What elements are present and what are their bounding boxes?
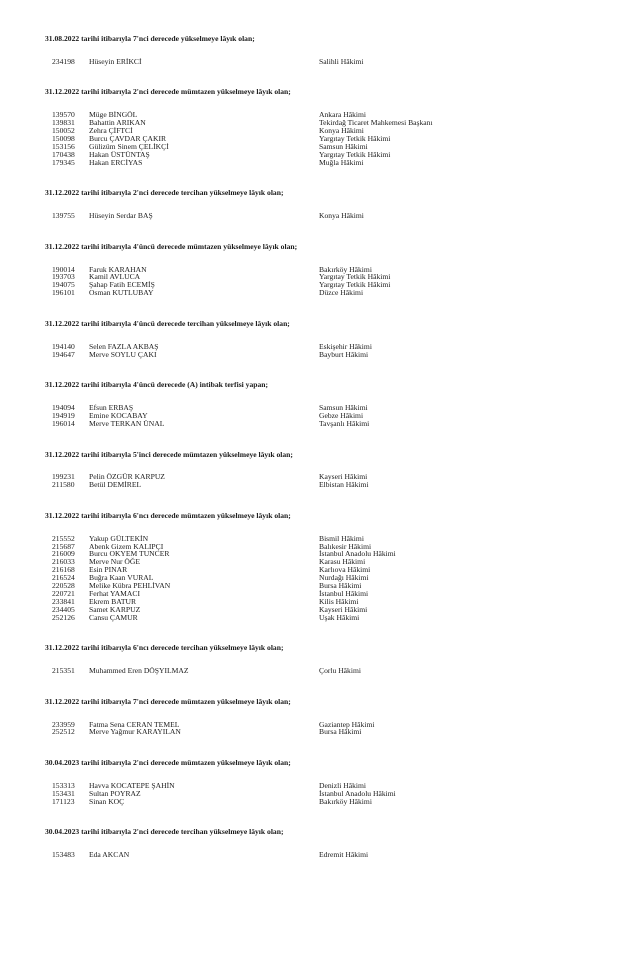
entry-list [45, 265, 640, 297]
section-heading: 31.08.2022 tarihi itibarıyla 7'nci derecede yükselmeye lâyık olan; [45, 34, 255, 43]
registry-number: 216009 [52, 549, 75, 559]
entry-list [45, 473, 640, 489]
entry-list [45, 535, 640, 622]
court-position: Çorlu Hâkimi [319, 666, 361, 676]
registry-number: 139570 [52, 110, 75, 120]
registry-number: 139755 [52, 211, 75, 221]
judge-name: Hakan ÜSTÜNTAŞ [89, 149, 150, 159]
court-position: Bakırköy Hâkimi [319, 796, 372, 806]
registry-number: 211580 [52, 480, 75, 490]
court-position: Yargıtay Tetkik Hâkimi [319, 272, 391, 282]
judge-name: Burcu ÇAVDAR ÇAKIR [89, 133, 167, 143]
judge-name: Hüseyin Serdar BAŞ [89, 211, 153, 221]
registry-number: 150098 [52, 133, 75, 143]
court-position: Konya Hâkimi [319, 211, 364, 221]
section-heading: 31.12.2022 tarihi itibarıyla 4'üncü derecede tercihan yükselmeye lâyık olan; [45, 318, 290, 328]
section-heading: 31.12.2022 tarihi itibarıyla 6'ncı derecede tercihan yükselmeye lâyık olan; [45, 643, 284, 653]
court-position: Muğla Hâkimi [319, 157, 364, 167]
judge-name: Bahattin ARIKAN [89, 118, 146, 128]
registry-number: 220721 [52, 588, 75, 598]
court-position: Tavşanlı Hâkimi [319, 418, 370, 428]
section [45, 320, 640, 358]
section [45, 828, 640, 858]
entry-row [52, 58, 640, 66]
judge-name: Buğra Kaan VURAL [89, 573, 154, 583]
section-heading: 30.04.2023 tarihi itibarıyla 2'nci derecede tercihan yükselmeye lâyık olan; [45, 827, 284, 837]
section-heading: 31.12.2022 tarihi itibarıyla 4'üncü derecede mümtazen yükselmeye lâyık olan; [45, 241, 298, 251]
registry-number: 179345 [52, 157, 75, 167]
court-position: Yargıtay Tetkik Hâkimi [319, 280, 391, 290]
judge-name: Merve TERKAN ÜNAL [89, 418, 165, 428]
registry-number: 233841 [52, 596, 75, 606]
section [45, 512, 640, 621]
court-position: Bursa Hâkimi [319, 581, 362, 591]
judge-name: Merve Nur ÖĞE [89, 557, 141, 567]
judge-name: Gülizüm Sinem ÇELİKÇİ [89, 141, 169, 151]
judge-name: Muhammed Eren DÖŞYILMAZ [89, 666, 189, 676]
judge-name: Faruk KARAHAN [89, 264, 147, 274]
section-heading: 31.12.2022 tarihi itibarıyla 6'ncı derecede mümtazen yükselmeye lâyık olan; [45, 510, 291, 520]
judge-name: Efsun ERBAŞ [89, 403, 134, 413]
entry-list [45, 343, 640, 359]
judge-name: Eda AKCAN [89, 850, 130, 860]
registry-number: 150052 [52, 126, 75, 135]
registry-number: 194647 [52, 349, 75, 359]
entry-row [52, 667, 640, 675]
entry-list [45, 851, 640, 859]
registry-number: 233959 [52, 719, 75, 729]
entry-list [45, 404, 640, 428]
section [45, 698, 640, 736]
registry-number: 199231 [52, 472, 75, 482]
judge-name: Sinan KOÇ [89, 796, 125, 806]
court-position: Kayseri Hâkimi [319, 604, 368, 614]
judge-name: Müge BİNGÖL [89, 110, 138, 120]
judge-name: Osman KUTLUBAY [89, 288, 154, 298]
entry-row [52, 798, 640, 806]
judge-name: Esin PINAR [89, 565, 128, 575]
judge-name: Ekrem BATUR [89, 596, 137, 606]
judge-name: Fatma Sena CERAN TEMEL [89, 719, 180, 729]
registry-number: 215552 [52, 533, 75, 543]
court-position: Gebze Hâkimi [319, 410, 364, 420]
registry-number: 171123 [52, 796, 75, 806]
court-position: Balıkesir Hâkimi [319, 541, 372, 551]
judge-name: Sultan POYRAZ [89, 788, 141, 798]
entry-list [45, 782, 640, 806]
court-position: Salihli Hâkimi [319, 56, 364, 66]
registry-number: 153313 [52, 780, 75, 790]
section [45, 189, 640, 219]
entry-list [45, 720, 640, 736]
court-position: Bakırköy Hâkimi [319, 264, 372, 274]
court-position: Samsun Hâkimi [319, 403, 368, 413]
registry-number: 193703 [52, 272, 75, 282]
entry-row [52, 481, 640, 489]
section [45, 35, 640, 65]
section [45, 451, 640, 489]
court-position: İstanbul Anadolu Hâkimi [319, 549, 396, 559]
court-position: Düzce Hâkimi [319, 288, 364, 298]
section [45, 644, 640, 674]
judge-name: Hüseyin ERİKCİ [89, 56, 142, 66]
court-position: Yargıtay Tetkik Hâkimi [319, 133, 391, 143]
registry-number: 216168 [52, 565, 75, 575]
court-position: Edremit Hâkimi [319, 850, 369, 860]
court-position: Uşak Hâkimi [319, 612, 360, 622]
judge-name: Şahap Fatih ECEMİŞ [89, 280, 155, 290]
entry-row [52, 158, 640, 166]
entry-list [45, 212, 640, 220]
registry-number: 153431 [52, 788, 75, 798]
judge-name: Selen FAZLA AKBAŞ [89, 341, 159, 351]
judge-name: Havva KOCATEPE ŞAHİN [89, 780, 175, 790]
entry-row [52, 851, 640, 859]
registry-number: 252512 [52, 727, 75, 737]
registry-number: 216033 [52, 557, 75, 567]
entry-row [52, 289, 640, 297]
court-position: Tekirdağ Ticaret Mahkemesi Başkanı [319, 118, 433, 128]
section [45, 381, 640, 427]
section-heading: 31.12.2022 tarihi itibarıyla 7'nci derecede mümtazen yükselmeye lâyık olan; [45, 696, 291, 706]
registry-number: 194140 [52, 341, 75, 351]
registry-number: 139831 [52, 118, 75, 128]
entry-list [45, 111, 640, 166]
registry-number: 194094 [52, 403, 75, 413]
court-position: Konya Hâkimi [319, 126, 364, 135]
judge-name: Hakan ERCİYAS [89, 157, 143, 167]
judge-name: Pelin ÖZGÜR KARPUZ [89, 472, 165, 482]
court-position: Yargıtay Tetkik Hâkimi [319, 149, 391, 159]
judge-name: Emine KOCABAY [89, 410, 148, 420]
registry-number: 153483 [52, 850, 75, 860]
registry-number: 215687 [52, 541, 75, 551]
court-position: Bayburt Hâkimi [319, 349, 369, 359]
judge-name: Samet KARPUZ [89, 604, 141, 614]
court-position: Denizli Hâkimi [319, 780, 367, 790]
court-position: Bursa Hâkimi [319, 727, 362, 737]
court-position: Nurdağı Hâkimi [319, 573, 369, 583]
registry-number: 215351 [52, 666, 75, 676]
registry-number: 234405 [52, 604, 75, 614]
entry-row [52, 420, 640, 428]
judge-name: Merve SOYLU ÇAKI [89, 349, 157, 359]
judge-name: Betül DEMİREL [89, 480, 142, 490]
registry-number: 196101 [52, 288, 75, 298]
registry-number: 170438 [52, 149, 75, 159]
entry-row [52, 728, 640, 736]
section-heading: 30.04.2023 tarihi itibarıyla 2'nci derecede mümtazen yükselmeye lâyık olan; [45, 758, 291, 768]
entry-row [52, 212, 640, 220]
judge-name: Yakup GÜLTEKİN [89, 533, 149, 543]
registry-number: 216524 [52, 573, 75, 583]
court-position: Kayseri Hâkimi [319, 472, 368, 482]
section [45, 88, 640, 166]
judge-name: Abenk Gizem KALIPÇI [89, 541, 164, 551]
registry-number: 194075 [52, 280, 75, 290]
section-heading: 31.12.2022 tarihi itibarıyla 2'nci derecede tercihan yükselmeye lâyık olan; [45, 188, 284, 198]
registry-number: 190014 [52, 264, 75, 274]
court-position: Karasu Hâkimi [319, 557, 366, 567]
registry-number: 220528 [52, 581, 75, 591]
section-heading: 31.12.2022 tarihi itibarıyla 5'inci derecede mümtazen yükselmeye lâyık olan; [45, 449, 293, 459]
judge-name: Melike Kübra PEHLİVAN [89, 581, 171, 591]
court-position: Elbistan Hâkimi [319, 480, 369, 490]
court-position: Ankara Hâkimi [319, 110, 367, 120]
section [45, 759, 640, 805]
court-position: Samsun Hâkimi [319, 141, 368, 151]
registry-number: 234198 [52, 56, 75, 66]
registry-number: 194919 [52, 410, 75, 420]
registry-number: 252126 [52, 612, 75, 622]
judge-name: Zehra ÇİFTCİ [89, 126, 133, 135]
entry-list [45, 58, 640, 66]
judge-name: Kamil AVLUCA [89, 272, 141, 282]
court-position: Karlıova Hâkimi [319, 565, 371, 575]
judge-name: Cansu ÇAMUR [89, 612, 138, 622]
judge-name: Merve Yağmur KARAYILAN [89, 727, 181, 737]
entry-row [52, 350, 640, 358]
registry-number: 153156 [52, 141, 75, 151]
court-position: İstanbul Hâkimi [319, 588, 369, 598]
judge-name: Ferhat YAMACI [89, 588, 140, 598]
section-heading: 31.12.2022 tarihi itibarıyla 2'nci derecede mümtazen yükselmeye lâyık olan; [45, 87, 291, 97]
court-position: Eskişehir Hâkimi [319, 341, 372, 351]
court-position: Bismil Hâkimi [319, 533, 364, 543]
court-position: Gaziantep Hâkimi [319, 719, 375, 729]
court-position: İstanbul Anadolu Hâkimi [319, 788, 396, 798]
judge-name: Burcu OKYEM TUNCER [89, 549, 170, 559]
registry-number: 196014 [52, 418, 75, 428]
section-heading: 31.12.2022 tarihi itibarıyla 4'üncü derecede (A) intibak terfisi yapan; [45, 380, 269, 390]
section [45, 243, 640, 297]
entry-row [52, 613, 640, 621]
court-position: Kilis Hâkimi [319, 596, 359, 606]
entry-list [45, 667, 640, 675]
